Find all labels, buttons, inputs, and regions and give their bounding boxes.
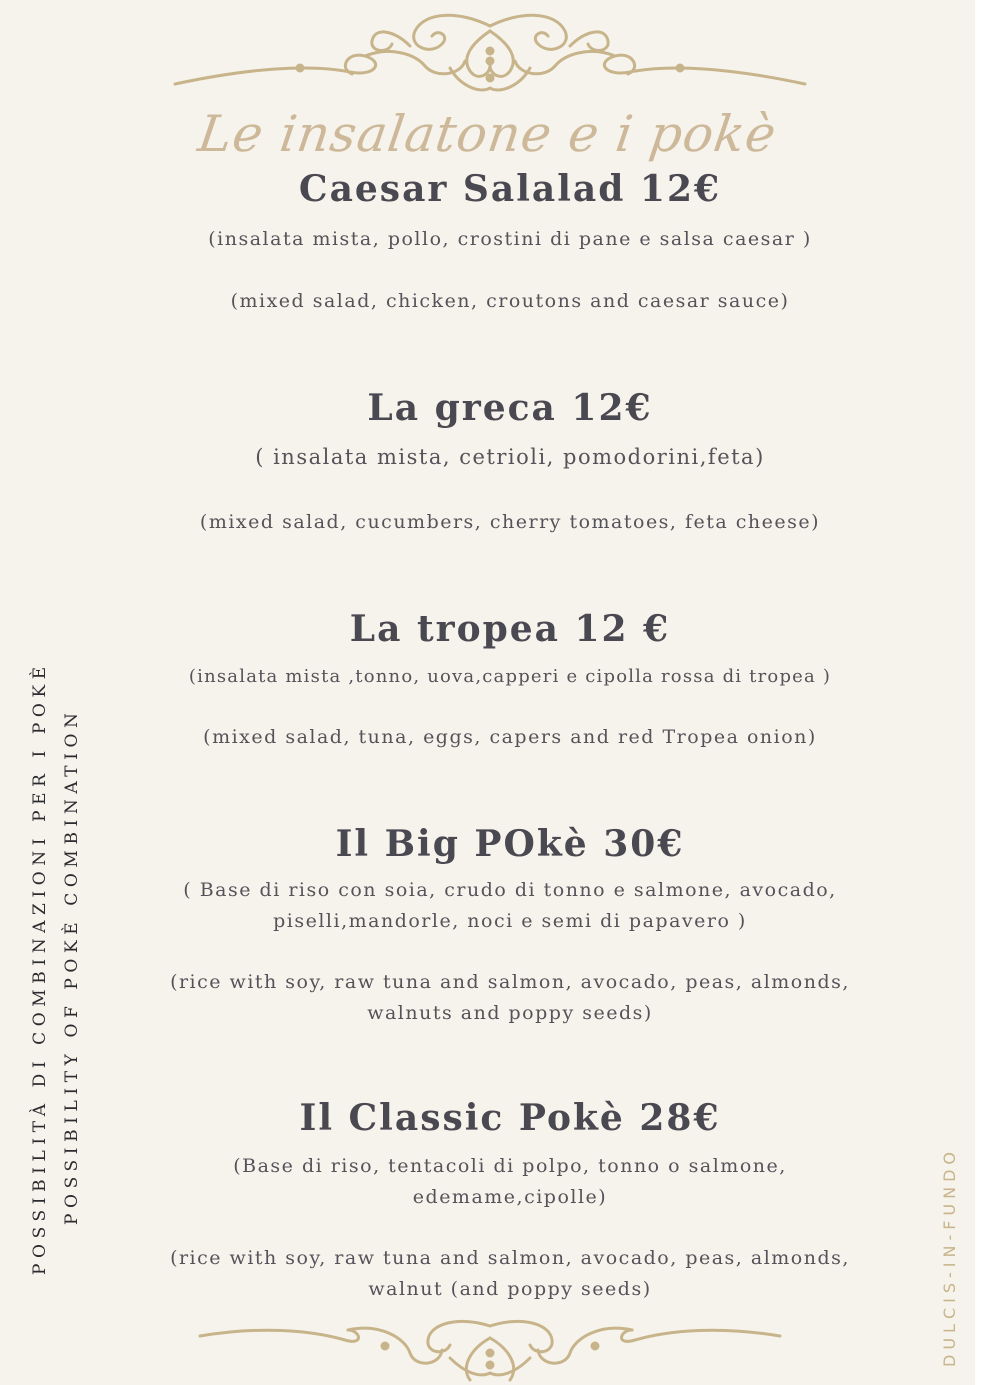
item-name: La tropea 12 € [349,608,671,650]
item-desc-it: ( insalata mista, cetrioli, pomodorini,feta) [255,445,765,469]
side-note-italian: POSSIBILITÀ DI COMBINAZIONI PER I POKÈ [30,661,50,1275]
item-name: Il Classic Pokè 28€ [299,1097,721,1139]
item-name: Caesar Salalad 12€ [298,168,722,210]
brand-name: DULCIS-IN-FUNDO [940,1146,959,1367]
item-desc-it [120,1151,900,1213]
item-desc-en-line: (rice with soy, raw tuna and salmon, avocado, peas, almonds, [170,971,850,993]
item-desc-it-line: edemame,cipolle) [412,1186,608,1208]
item-desc-it-line: piselli,mandorle, noci e semi di papavero ) [273,910,747,932]
item-desc-it-line: ( Base di riso con soia, crudo di tonno e salmone, avocado, [183,879,837,901]
item-desc-en-line: walnut (and poppy seeds) [368,1278,652,1300]
item-desc-en: (mixed salad, tuna, eggs, capers and red Tropea onion) [203,726,817,748]
item-name: La greca 12€ [367,387,653,429]
item-desc-it: (insalata mista ,tonno, uova,capperi e cipolla rossa di tropea ) [188,666,832,687]
item-desc-en-line: (rice with soy, raw tuna and salmon, avocado, peas, almonds, [170,1247,850,1269]
item-desc-en: (mixed salad, chicken, croutons and caesar sauce) [230,290,790,312]
item-desc-en [120,967,900,1029]
menu-item [120,608,900,650]
side-note-english: POSSIBILITY OF POKÈ COMBINATION [62,707,82,1225]
item-desc-en [120,1243,900,1305]
page-edge [975,0,989,1385]
menu-item [120,387,900,429]
flourish-ornament-bottom-icon [160,1318,820,1385]
item-desc-it [120,875,900,937]
item-desc-it: (insalata mista, pollo, crostini di pane e salsa caesar ) [208,228,812,250]
item-desc-en-line: walnuts and poppy seeds) [367,1002,653,1024]
menu-section-title: Le insalatone e i pokè [194,105,781,163]
item-desc-it-line: (Base di riso, tentacoli di polpo, tonno o salmone, [233,1155,787,1177]
item-name: Il Big POkè 30€ [335,823,685,865]
menu-item [120,823,900,865]
flourish-ornament-top-icon [160,6,820,116]
menu-item [120,168,900,210]
menu-item [120,1097,900,1139]
item-desc-en: (mixed salad, cucumbers, cherry tomatoes, feta cheese) [199,511,821,533]
